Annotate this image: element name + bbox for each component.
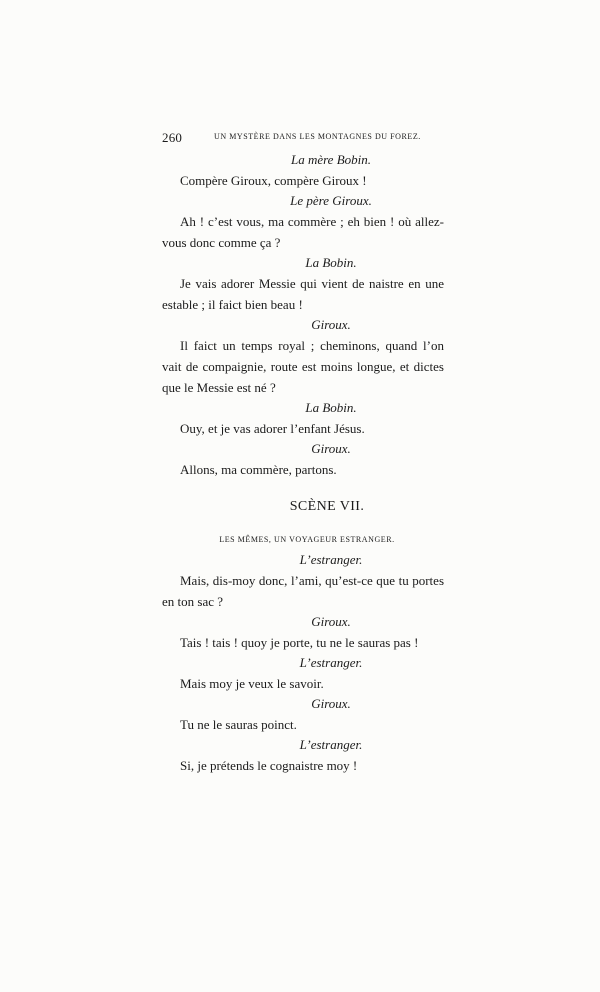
speech-line: Tais ! tais ! quoy je porte, tu ne le sauras pas ! bbox=[180, 635, 419, 650]
speaker-name: L’estranger. bbox=[299, 552, 363, 567]
scene-title: SCÈNE VII. bbox=[289, 499, 365, 514]
play-text bbox=[162, 150, 444, 776]
running-title: UN MYSTÈRE DANS LES MONTAGNES DU FOREZ. bbox=[214, 132, 421, 141]
speech-line: Je vais adorer Messie qui vient de naistre en une estable ; il faict bien beau ! bbox=[162, 276, 444, 312]
speaker-name: La Bobin. bbox=[305, 255, 357, 270]
scene-cast: LES MÊMES, UN VOYAGEUR ESTRANGER. bbox=[219, 535, 395, 544]
speech-line: Compère Giroux, compère Giroux ! bbox=[180, 173, 367, 188]
speaker-name: Giroux. bbox=[311, 317, 351, 332]
speaker-name: Giroux. bbox=[311, 441, 351, 456]
speaker-name: La mère Bobin. bbox=[290, 152, 372, 167]
speaker-name: L’estranger. bbox=[299, 655, 363, 670]
speech-line: Tu ne le sauras poinct. bbox=[180, 717, 297, 732]
speech-line: Mais moy je veux le savoir. bbox=[180, 676, 324, 691]
speech-line: Ah ! c’est vous, ma commère ; eh bien ! où allez-vous donc comme ça ? bbox=[162, 214, 444, 250]
speech-line: Si, je prétends le cognaistre moy ! bbox=[180, 758, 358, 773]
speech-line: Mais, dis-moy donc, l’ami, qu’est-ce que tu portes en ton sac ? bbox=[162, 573, 444, 609]
page-number: 260 bbox=[162, 130, 183, 145]
speaker-name: Giroux. bbox=[311, 696, 351, 711]
speaker-name: Le père Giroux. bbox=[290, 193, 372, 208]
running-head bbox=[162, 130, 462, 150]
speaker-name: L’estranger. bbox=[299, 737, 363, 752]
speech-line: Allons, ma commère, partons. bbox=[180, 462, 337, 477]
speech-line: Il faict un temps royal ; cheminons, quand l’on vait de compaignie, route est moins longue, et dictes que le Messie est né ? bbox=[162, 338, 444, 395]
speaker-name: La Bobin. bbox=[305, 400, 357, 415]
speech-line: Ouy, et je vas adorer l’enfant Jésus. bbox=[180, 421, 365, 436]
speaker-name: Giroux. bbox=[311, 614, 351, 629]
